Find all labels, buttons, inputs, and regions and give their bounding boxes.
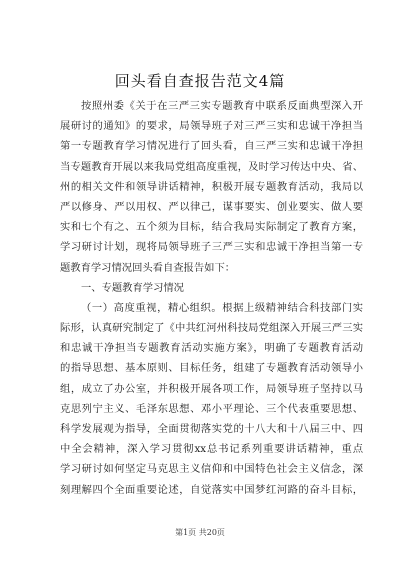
- document-title: 回头看自查报告范文4篇: [114, 72, 286, 90]
- body-line: 科学发展观为指导，全面贯彻落实党的十八大和十八届三中、四: [60, 423, 363, 435]
- body-line: 严以修身、严以用权、严以律己，谋事要实、创业要实、做人要: [60, 200, 363, 213]
- body-line: 的指导思想、基本原则、目标任务，组建了专题教育活动领导小: [60, 362, 363, 375]
- body-line: 组，成立了办公室，并积极开展各项工作，局领导班子坚持以马: [60, 382, 363, 395]
- body-line: 学习研讨如何坚定马克思主义信仰和中国特色社会主义信念，深: [60, 463, 363, 476]
- document-body: [60, 96, 363, 500]
- page-number-footer: 第1页 共20页: [175, 528, 225, 537]
- body-line: 题教育学习情况回头看自查报告如下：: [60, 261, 236, 274]
- body-line: 一、专题教育学习情况: [81, 281, 184, 294]
- body-line: 第一专题教育学习情况进行了回头看，自三严三实和忠诚干净担: [60, 140, 363, 153]
- body-line: 学习研讨计划，现将局领导班子三严三实和忠诚干净担当第一专: [60, 241, 363, 254]
- body-line: 按照州委《关于在三严三实专题教育中联系反面典型深入开: [81, 100, 363, 112]
- body-line: 际形，认真研究制定了《中共红河州科技局党组深入开展三严三实: [60, 322, 363, 335]
- body-line: 州的相关文件和领导讲话精神，积极开展专题教育活动，我局以: [60, 180, 363, 193]
- body-line: 和忠诚干净担当专题教育活动实施方案》，明确了专题教育活动: [60, 342, 363, 355]
- body-line: 实和七个有之、五个须为目标，结合我局实际制定了教育方案，: [60, 221, 363, 234]
- body-line: 刻理解四个全面重要论述，自觉落实中国梦红河路的奋斗目标，: [60, 483, 363, 496]
- body-line: 当专题教育开展以来我局党组高度重视，及时学习传达中央、省、: [60, 160, 363, 173]
- body-line: 中全会精神，深入学习贯彻xx总书记系列重要讲话精神，重点: [60, 443, 363, 456]
- body-line: 克思列宁主义、毛泽东思想、邓小平理论、三个代表重要思想、: [60, 402, 363, 415]
- body-line: （一）高度重视，精心组织。根据上级精神结合科技部门实: [81, 301, 363, 314]
- body-line: 展研讨的通知》的要求，局领导班子对三严三实和忠诚干净担当: [60, 120, 363, 133]
